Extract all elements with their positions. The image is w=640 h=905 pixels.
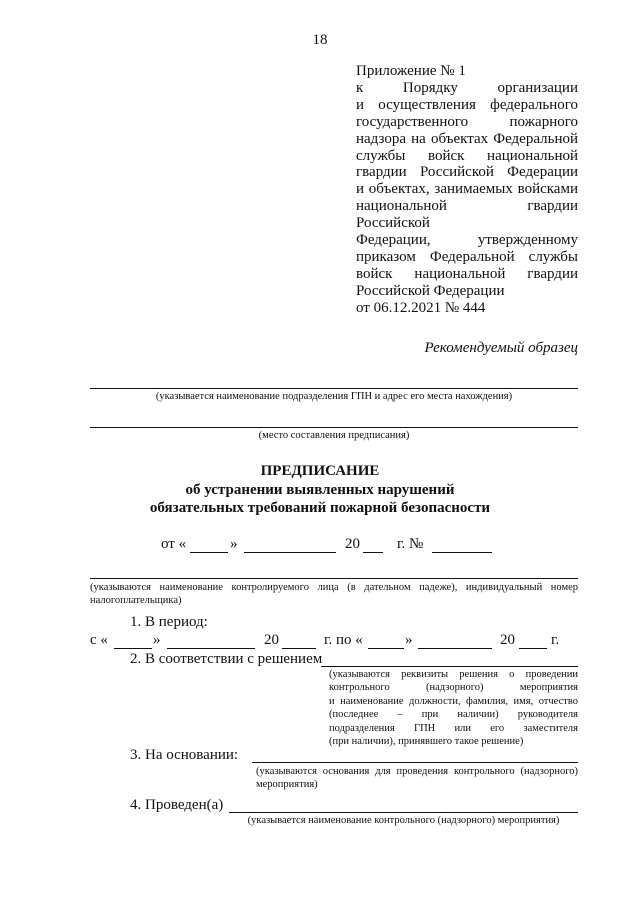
place-caption: (место составления предписания)	[258, 430, 410, 441]
controlled-person-caption: (указываются наименование контролируемого лица (в дательном падеже), индивидуальный номер	[90, 582, 578, 593]
date-day-line[interactable]	[190, 552, 228, 553]
item-4-label: 4. Проведен(а)	[130, 797, 224, 813]
decision-caption-line: (при наличии), принявшего такое решение)	[329, 736, 524, 748]
decision-caption-line: (последнее – при наличии) руководителя	[329, 709, 578, 721]
decision-caption-line: (указываются реквизиты решения о проведении	[329, 669, 578, 680]
appendix-line: и осуществления федерального	[356, 96, 578, 113]
decision-field-line[interactable]	[321, 666, 578, 667]
event-field-line[interactable]	[229, 812, 578, 813]
page-number: 18	[312, 32, 328, 48]
decision-caption-line: подразделения ГПН или его заместителя	[329, 722, 578, 734]
doc-number-line[interactable]	[432, 552, 492, 553]
date-century: 20	[345, 536, 360, 552]
period-year-end: г.	[551, 632, 560, 648]
period-to-year-line[interactable]	[519, 648, 547, 649]
document-subtitle: об устранении выявленных нарушений	[185, 482, 455, 498]
period-heading: 1. В период:	[130, 614, 208, 630]
date-year-line[interactable]	[363, 552, 383, 553]
basis-field-line[interactable]	[252, 762, 578, 763]
sample-label: Рекомендуемый образец	[424, 340, 578, 356]
document-subtitle: обязательных требований пожарной безопасности	[149, 500, 491, 516]
decision-caption	[329, 668, 578, 748]
decision-caption-line: и наименование должности, фамилия, имя, отчество	[329, 695, 578, 707]
decision-caption-line: контрольного (надзорного) мероприятия	[329, 682, 578, 694]
date-from-label: от «	[161, 536, 187, 552]
date-month-line[interactable]	[244, 552, 336, 553]
period-century-2: 20	[500, 632, 515, 648]
appendix-line: Российской Федерации	[356, 282, 505, 299]
basis-caption: мероприятия)	[256, 779, 318, 790]
appendix-order-date: от 06.12.2021 № 444	[356, 299, 486, 316]
unit-caption: (указывается наименование подразделения ГПН и адрес его места нахождения)	[155, 391, 513, 402]
basis-caption: (указываются основания для проведения контрольного (надзорного)	[256, 766, 578, 777]
appendix-line: к Порядку организации	[356, 79, 578, 96]
period-century: 20	[264, 632, 279, 648]
period-close-quote: »	[153, 632, 161, 648]
appendix-line: гвардии Российской Федерации	[356, 164, 578, 181]
appendix-line: и объектах, занимаемых войсками	[356, 181, 578, 198]
appendix-line: государственного пожарного	[356, 113, 578, 130]
appendix-block	[356, 63, 578, 317]
controlled-person-line[interactable]	[90, 578, 578, 579]
item-3-label: 3. На основании:	[130, 747, 239, 763]
appendix-line: службы войск национальной	[356, 147, 578, 164]
controlled-person-caption: налогоплательщика)	[90, 595, 182, 606]
place-field-line[interactable]	[90, 427, 578, 428]
unit-field-line[interactable]	[90, 388, 578, 389]
period-to-day-line[interactable]	[368, 648, 404, 649]
date-number-label: г. №	[397, 536, 424, 552]
document-title: ПРЕДПИСАНИЕ	[260, 463, 380, 479]
period-close-quote-2: »	[405, 632, 413, 648]
event-caption: (указывается наименование контрольного (надзорного) мероприятия)	[247, 815, 560, 826]
period-from-day-line[interactable]	[114, 648, 152, 649]
period-to-month-line[interactable]	[418, 648, 492, 649]
period-to-label: г. по «	[324, 632, 363, 648]
period-from-label: с «	[90, 632, 108, 648]
appendix-line: войск национальной гвардии	[356, 265, 578, 282]
appendix-line: надзора на объектах Федеральной	[356, 130, 578, 147]
appendix-line: Федерации, утвержденному	[356, 232, 578, 249]
item-2-label: 2. В соответствии с решением	[130, 651, 323, 667]
appendix-title: Приложение № 1	[356, 63, 466, 79]
appendix-line: приказом Федеральной службы	[356, 248, 578, 265]
date-close-quote: »	[230, 536, 238, 552]
period-from-month-line[interactable]	[167, 648, 255, 649]
period-from-year-line[interactable]	[282, 648, 316, 649]
appendix-line: национальной гвардии Российской	[356, 198, 578, 232]
